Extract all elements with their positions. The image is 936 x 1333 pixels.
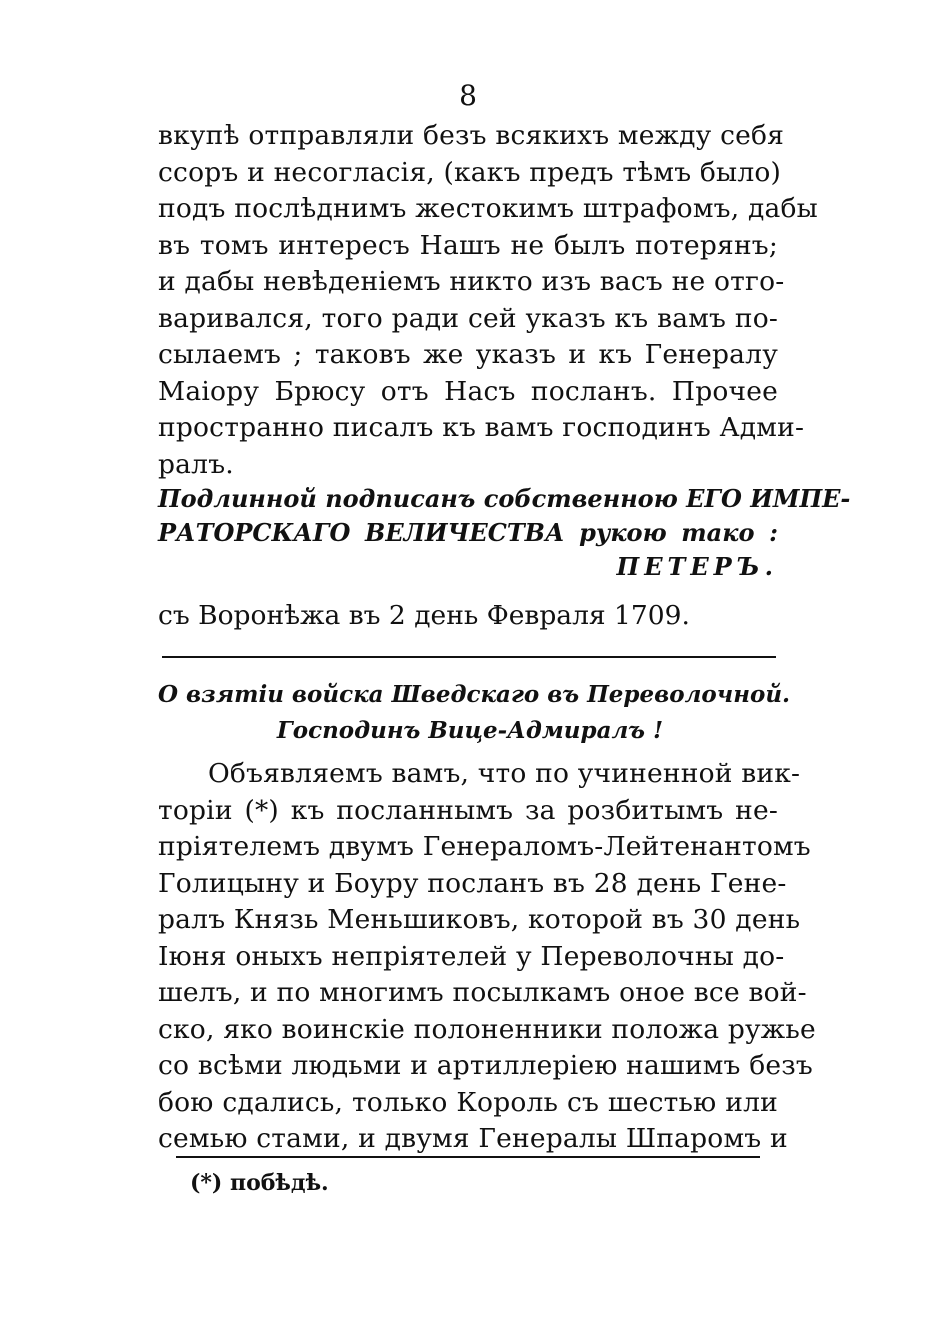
page-number: 8 — [459, 79, 477, 112]
text-line: въ томъ интересъ Нашъ не былъ потерянъ; — [158, 229, 778, 261]
footnote-divider — [176, 1156, 760, 1158]
salutation: Господинъ Вице-Адмиралъ ! — [276, 717, 664, 744]
text-line: ско, яко воинскіе полоненники положа ружье — [158, 1013, 816, 1045]
section-divider — [162, 656, 776, 658]
text-line: со всѣми людьми и артиллеріею нашимъ безъ — [158, 1050, 813, 1081]
text-line: Маіору Брюсу отъ Насъ посланъ. Прочее — [158, 375, 778, 407]
text-line: ссоръ и несогласія, (какъ предъ тѣмъ было) — [158, 156, 782, 188]
text-line: Объявляемъ вамъ, что по учиненной вик- — [208, 758, 801, 789]
text-line: Іюня оныхъ непріятелей у Переволочны до- — [158, 940, 785, 972]
text-line: подъ послѣднимъ жестокимъ штрафомъ, дабы — [158, 193, 818, 224]
text-line: пространно писалъ къ вамъ господинъ Адми- — [158, 412, 805, 443]
text-line: торіи (*) къ посланнымъ за розбитымъ не- — [158, 794, 778, 826]
text-line: сылаемъ ; таковъ же указъ и къ Генералу — [158, 339, 778, 370]
body-paragraph — [158, 756, 816, 1158]
text-line: варивался, того ради сей указъ къ вамъ по- — [158, 302, 778, 334]
signature-block — [158, 482, 851, 584]
text-line: шелъ, и по многимъ посылкамъ оное все вой- — [158, 977, 807, 1008]
text-line: семью стами, и двумя Генералы Шпаромъ и — [158, 1123, 788, 1154]
signature-line: Подлинной подписанъ собственною ЕГО ИМПЕ- — [158, 484, 851, 513]
text-line: ралъ. — [158, 448, 234, 480]
text-line: ралъ Князь Меньшиковъ, которой въ 30 день — [158, 904, 801, 935]
continuation-paragraph — [158, 118, 818, 483]
text-line: бою сдались, только Король съ шестью или — [158, 1086, 778, 1118]
text-line: и дабы невѣденіемъ никто изъ васъ не отго- — [158, 266, 785, 297]
signature-name: ПЕТЕРЪ. — [616, 552, 778, 581]
signature-line: РАТОРСКАГО ВЕЛИЧЕСТВА рукою тако : — [158, 518, 778, 547]
date-line: съ Воронѣжа въ 2 день Февраля 1709. — [158, 600, 690, 631]
date-block — [158, 598, 778, 634]
text-line: Голицыну и Боуру посланъ въ 28 день Гене- — [158, 867, 787, 899]
footnote: (*) побѣдѣ. — [190, 1170, 329, 1196]
text-line: вкупѣ отправляли безъ всякихъ между себя — [158, 120, 785, 151]
section-title: О взятіи войска Шведскаго въ Переволочной. — [158, 681, 791, 708]
text-line: пріятелемъ двумъ Генераломъ-Лейтенантомъ — [158, 831, 811, 862]
